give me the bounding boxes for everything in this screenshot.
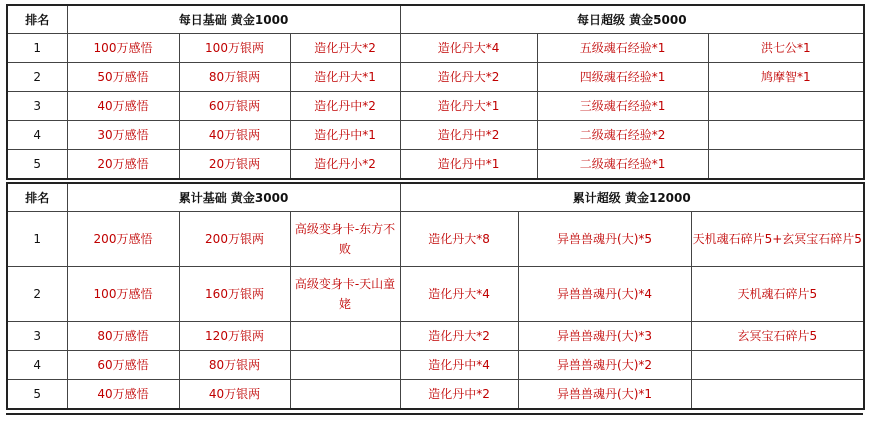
reward-cell: 造化丹中*1 xyxy=(400,150,537,180)
reward-cell: 三级魂石经验*1 xyxy=(537,92,708,121)
reward-cell: 鸠摩智*1 xyxy=(708,63,864,92)
table-row xyxy=(7,322,864,351)
reward-cell: 造化丹中*2 xyxy=(400,121,537,150)
header-row xyxy=(7,5,864,34)
reward-cell: 80万银两 xyxy=(179,351,290,380)
reward-cell: 高级变身卡-天山童姥 xyxy=(290,267,400,322)
reward-cell: 五级魂石经验*1 xyxy=(537,34,708,63)
reward-cell xyxy=(290,322,400,351)
reward-cell: 造化丹大*2 xyxy=(400,322,518,351)
reward-cell: 40万感悟 xyxy=(67,92,179,121)
reward-cell: 造化丹大*1 xyxy=(290,63,400,92)
reward-cell: 30万感悟 xyxy=(67,121,179,150)
table-row xyxy=(7,34,864,63)
reward-cell: 异兽兽魂丹(大)*5 xyxy=(518,212,691,267)
reward-cell: 异兽兽魂丹(大)*3 xyxy=(518,322,691,351)
table-row xyxy=(7,121,864,150)
rank-cell: 1 xyxy=(7,34,67,63)
reward-cell: 造化丹大*4 xyxy=(400,267,518,322)
reward-cell: 20万感悟 xyxy=(67,150,179,180)
reward-cell: 造化丹中*2 xyxy=(400,380,518,410)
bottom-divider xyxy=(6,413,863,415)
daily-rewards-table xyxy=(6,4,865,180)
reward-cell: 20万银两 xyxy=(179,150,290,180)
reward-cell: 120万银两 xyxy=(179,322,290,351)
reward-cell: 洪七公*1 xyxy=(708,34,864,63)
rank-header: 排名 xyxy=(7,183,67,212)
reward-cell: 天机魂石碎片5 xyxy=(691,267,864,322)
reward-cell: 二级魂石经验*2 xyxy=(537,121,708,150)
table-row xyxy=(7,267,864,322)
rank-cell: 3 xyxy=(7,92,67,121)
reward-cell: 造化丹大*4 xyxy=(400,34,537,63)
reward-cell xyxy=(290,380,400,410)
reward-cell: 造化丹大*2 xyxy=(290,34,400,63)
reward-cell: 四级魂石经验*1 xyxy=(537,63,708,92)
cumulative-basic-title: 累计基础 黄金3000 xyxy=(67,183,400,212)
table-row xyxy=(7,212,864,267)
reward-cell: 200万感悟 xyxy=(67,212,179,267)
reward-cell xyxy=(708,121,864,150)
reward-cell: 异兽兽魂丹(大)*1 xyxy=(518,380,691,410)
rank-cell: 4 xyxy=(7,351,67,380)
rank-header: 排名 xyxy=(7,5,67,34)
cumulative-super-title: 累计超级 黄金12000 xyxy=(400,183,864,212)
reward-cell xyxy=(691,351,864,380)
rank-cell: 2 xyxy=(7,63,67,92)
reward-cell: 异兽兽魂丹(大)*2 xyxy=(518,351,691,380)
reward-cell: 天机魂石碎片5+玄冥宝石碎片5 xyxy=(691,212,864,267)
reward-cell: 80万银两 xyxy=(179,63,290,92)
reward-cell xyxy=(708,92,864,121)
reward-cell: 造化丹大*8 xyxy=(400,212,518,267)
rank-cell: 1 xyxy=(7,212,67,267)
reward-cell: 造化丹小*2 xyxy=(290,150,400,180)
rank-cell: 5 xyxy=(7,380,67,410)
reward-cell: 200万银两 xyxy=(179,212,290,267)
reward-cell: 二级魂石经验*1 xyxy=(537,150,708,180)
reward-cell: 80万感悟 xyxy=(67,322,179,351)
reward-cell: 40万银两 xyxy=(179,380,290,410)
header-row xyxy=(7,183,864,212)
reward-cell: 160万银两 xyxy=(179,267,290,322)
reward-cell: 60万银两 xyxy=(179,92,290,121)
reward-cell: 造化丹大*2 xyxy=(400,63,537,92)
rank-cell: 5 xyxy=(7,150,67,180)
reward-cell: 100万感悟 xyxy=(67,34,179,63)
reward-cell: 造化丹中*1 xyxy=(290,121,400,150)
table-row xyxy=(7,92,864,121)
reward-cell: 40万银两 xyxy=(179,121,290,150)
rank-cell: 3 xyxy=(7,322,67,351)
reward-cell: 40万感悟 xyxy=(67,380,179,410)
cumulative-rewards-table xyxy=(6,182,865,410)
rank-cell: 2 xyxy=(7,267,67,322)
reward-cell: 玄冥宝石碎片5 xyxy=(691,322,864,351)
reward-cell: 造化丹大*1 xyxy=(400,92,537,121)
daily-basic-title: 每日基础 黄金1000 xyxy=(67,5,400,34)
table-row xyxy=(7,380,864,410)
reward-cell xyxy=(290,351,400,380)
table-row xyxy=(7,351,864,380)
rank-cell: 4 xyxy=(7,121,67,150)
table-row xyxy=(7,63,864,92)
reward-cell: 50万感悟 xyxy=(67,63,179,92)
reward-cell: 造化丹中*2 xyxy=(290,92,400,121)
reward-cell: 100万感悟 xyxy=(67,267,179,322)
reward-cell: 高级变身卡-东方不败 xyxy=(290,212,400,267)
reward-cell: 100万银两 xyxy=(179,34,290,63)
reward-cell: 异兽兽魂丹(大)*4 xyxy=(518,267,691,322)
reward-cell: 60万感悟 xyxy=(67,351,179,380)
reward-cell xyxy=(691,380,864,410)
reward-cell: 造化丹中*4 xyxy=(400,351,518,380)
reward-cell xyxy=(708,150,864,180)
daily-super-title: 每日超级 黄金5000 xyxy=(400,5,864,34)
table-row xyxy=(7,150,864,180)
